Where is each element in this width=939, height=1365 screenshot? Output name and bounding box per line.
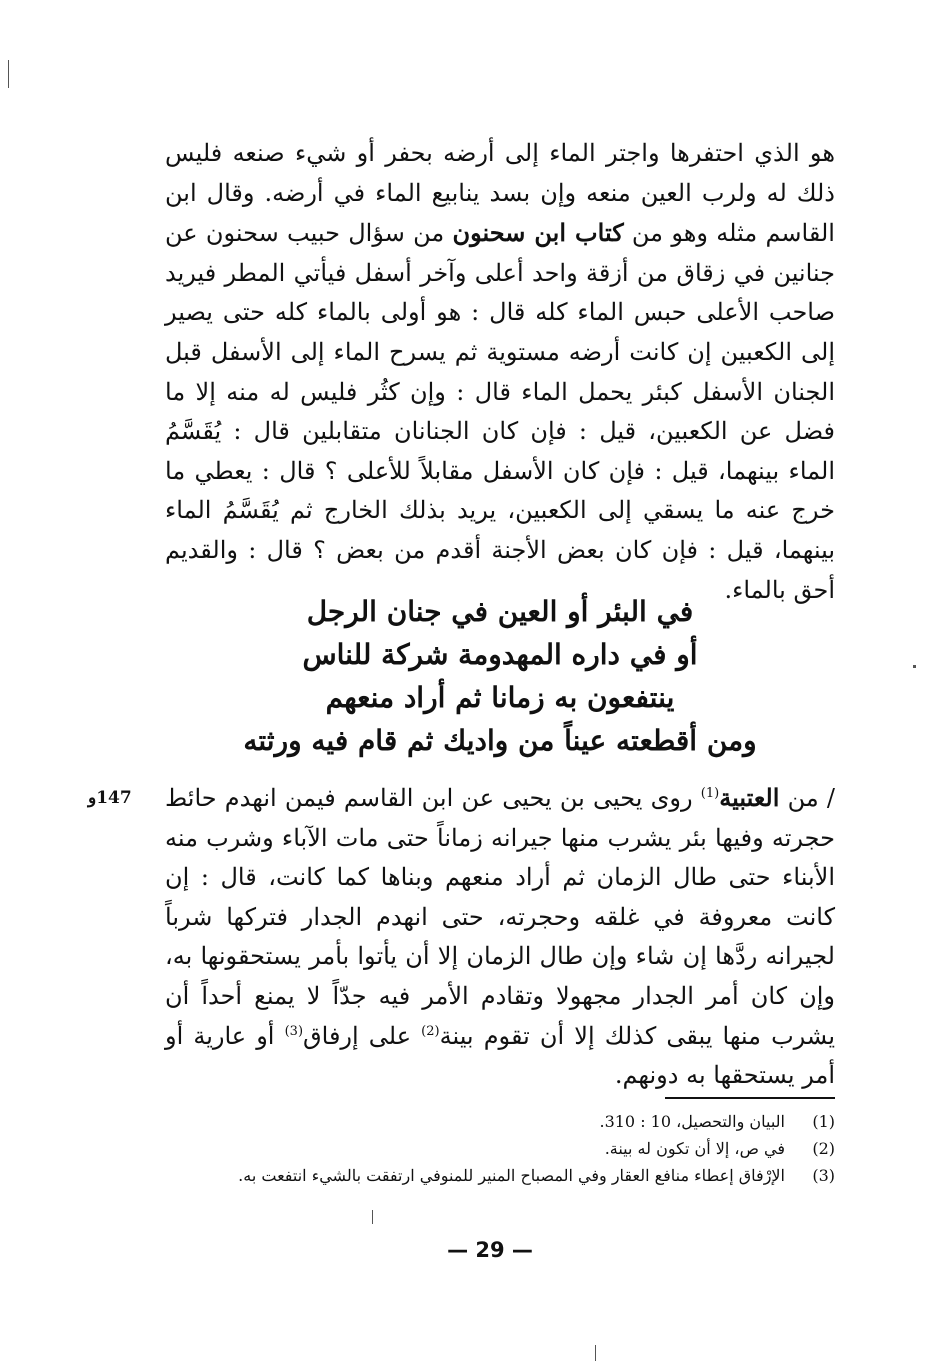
scan-mark bbox=[595, 1345, 596, 1361]
paragraph-1-text-a: هو الذي احتفرها واجتر الماء إلى أرضه بحفر أو شيء صنعه فليس ذلك له ولرب العين منعه وإن بسد ينابيع الماء في أرضه. وقال ابن القاسم مثله وهو من bbox=[165, 139, 835, 248]
footnote-number: (3) bbox=[812, 1166, 835, 1185]
paragraph-1 bbox=[165, 134, 835, 610]
scan-mark bbox=[8, 60, 9, 88]
heading-line-2: أو في داره المهدومة شركة للناس bbox=[302, 638, 698, 671]
footnote-marker-2: (2) bbox=[421, 1023, 440, 1039]
footnote-text: الإرْفاق إعطاء منافع العقار وفي المصباح المنير للمنوفي ارتفقت بالشيء انتفعت به. bbox=[238, 1166, 785, 1185]
paragraph-2-text-a: / من bbox=[779, 784, 835, 812]
footnote-marker-1: (1) bbox=[700, 786, 720, 801]
paragraph-2-text-d: على إرفاق bbox=[303, 1021, 422, 1050]
heading-line-3: ينتفعون به زمانا ثم أراد منعهم bbox=[325, 681, 675, 714]
section-heading bbox=[165, 590, 835, 762]
scan-mark bbox=[913, 665, 916, 668]
paragraph-1-text-c: من سؤال حبيب سحنون عن جنانين في زقاق من أزقة واحد أعلى وآخر أسفل فيأتي المطر فيريد صاحب الأعلى حبس الماء كله قال : هو أولى بالماء كله حتى يصير إلى الكعبين إن كانت أرضه مستوية ثم يسرح الماء إلى الأسفل قبل الجنان الأسفل كبئر يحمل الماء قال : وإن كثُر فليس له منه إلا ما فضل عن الكعبين، قيل : فإن كان الجنانان متقابلين قال : يُقَسَّمُ الماء بينهما، قيل : فإن كان الأسفل مقابلاً للأعلى ؟ قال : يعطي ما خرج عنه ما يسقي إلى الكعبين، يريد بذلك الخارج ثم يُقَسَّمُ الماء بينهما، قيل : فإن كان بعض الأجنة أقدم من بعض ؟ قال : والقديم أحق بالماء. bbox=[165, 219, 835, 604]
footnote-text: في ص، إلا أن تكون له بينة. bbox=[604, 1139, 785, 1158]
footnotes bbox=[165, 1108, 835, 1189]
source-title-utbiyya: العتبية bbox=[719, 783, 780, 812]
paragraph-2 bbox=[165, 778, 835, 1096]
paragraph-2-text-e: أو عارية أو أمر يستحقها به دونهم. bbox=[165, 1021, 835, 1090]
footnote-2 bbox=[165, 1135, 835, 1162]
paragraph-2-text-c: روى يحيى بن يحيى عن ابن القاسم فيمن انهدم حائط حجرته وفيها بئر يشرب منها جيرانه زماناً حتى مات الآباء وشرب منه الأبناء حتى طال الزمان ثم أراد منعهم وبناها كما كانت، قال : إن كانت معروفة في غلقه وحجرته، حتى انهدم الجدار فتركها شرباً لجيرانه ردَّها إن شاء وإن طال الزمان إلا أن يأتوا بأمر يستحقونها به، وإن كان أمر الجدار مجهولا وتقادم الأمر فيه جدّاً لا يمنع أحداً أن يشرب منها يبقى كذلك إلا أن تقوم بينة bbox=[165, 784, 836, 1050]
scan-mark bbox=[372, 1210, 373, 1224]
page-number: — 29 — bbox=[447, 1238, 533, 1262]
heading-line-1: في البئر أو العين في جنان الرجل bbox=[306, 595, 694, 628]
book-title-ibn-sahnun: كتاب ابن سحنون bbox=[452, 218, 624, 248]
footnote-3 bbox=[165, 1162, 835, 1189]
folio-margin-note: 147و bbox=[88, 788, 132, 808]
footnote-marker-3: (3) bbox=[284, 1023, 304, 1039]
footnote-1 bbox=[165, 1108, 835, 1135]
footnote-text: البيان والتحصيل، 10 : 310. bbox=[599, 1112, 785, 1131]
footnote-divider bbox=[665, 1097, 835, 1099]
heading-line-4: ومن أقطعته عيناً من واديك ثم قام فيه ورثته bbox=[243, 724, 757, 757]
footnote-number: (2) bbox=[812, 1139, 835, 1158]
footnote-number: (1) bbox=[812, 1112, 835, 1131]
